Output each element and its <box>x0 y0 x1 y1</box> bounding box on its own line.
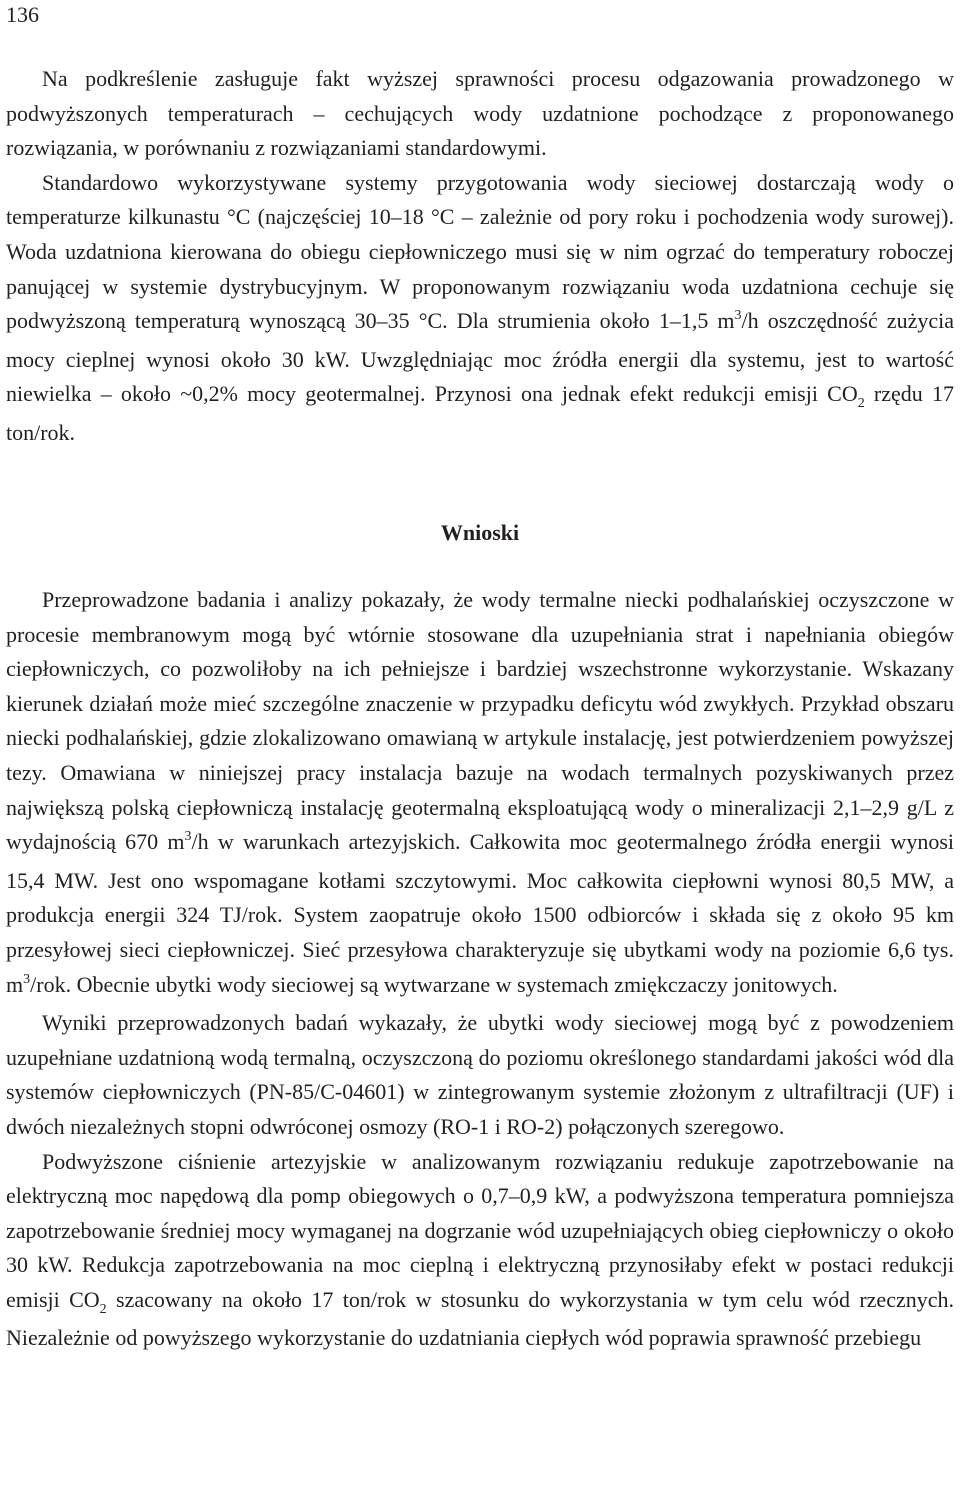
intro-p2-text-b: /h oszczędność zużycia mocy cieplnej wynosi około 30 kW. Uwzględniając moc źródła energii dla systemu, jest to wartość niewielka – około ~0,2% mocy geotermalnej. Przynosi ona jednak efekt redukcji emisji CO <box>6 308 954 407</box>
intro-p1-text: Na podkreślenie zasługuje fakt wyższej sprawności procesu odgazowania prowadzonego w podwyższonych temperaturach – cechujących wody uzdatnione pochodzące z proponowanego rozwiązania, w porównaniu z rozwiązaniami standardowymi. <box>6 66 954 161</box>
conclusions-p3-text-b: szacowany na około 17 ton/rok w stosunku do wykorzystania w tym celu wód rzecznych. Niezależnie od powyższego wykorzystanie do uzdatniania ciepłych wód poprawia sprawność przebiegu <box>6 1286 954 1351</box>
conclusions-paragraph-2 <box>6 1006 954 1144</box>
conclusions-paragraph-3 <box>6 1145 954 1357</box>
intro-p2-text-a: Standardowo wykorzystywane systemy przygotowania wody sieciowej dostarczają wody o temperaturze kilkunastu °C (najczęściej 10–18 °C – zależnie od pory roku i pochodzenia wody surowej). Woda uzdatniona kierowana do obiegu ciepłowniczego musi się w nim ogrzać do temperatury roboczej panującej w systemie dystrybucyjnym. W proponowanym rozwiązaniu woda uzdatniona cechuje się podwyższoną temperaturą wynoszącą 30–35 °C. Dla strumienia około 1–1,5 m <box>6 169 954 334</box>
intro-p2-superscript: 3 <box>734 308 742 324</box>
page-number: 136 <box>6 2 39 27</box>
section-heading-conclusions: Wnioski <box>440 520 520 545</box>
conclusions-section <box>6 583 954 1356</box>
conclusions-p1-superscript-2: 3 <box>23 971 31 987</box>
intro-paragraph-2 <box>6 166 954 451</box>
conclusions-p3-text-a: Podwyższone ciśnienie artezyjskie w analizowanym rozwiązaniu redukuje zapotrzebowanie na elektryczną moc napędową dla pomp obiegowych o 0,7–0,9 kW, a podwyższona temperatura pomniejsza zapotrzebowanie średniej mocy wymaganej na dogrzanie wód uzupełniających obieg ciepłowniczy o około 30 kW. Redukcja zapotrzebowania na moc cieplną i elektryczną przynosiłaby efekt w postaci redukcji emisji CO <box>6 1148 954 1312</box>
conclusions-p1-text-a: Przeprowadzone badania i analizy pokazały, że wody termalne niecki podhalańskiej oczyszczone w procesie membranowym mogą być wtórnie stosowane dla uzupełniania strat i napełniania obiegów ciepłowniczych, co pozwoliłoby na ich pełniejsze i bardziej wszechstronne wykorzystanie. Wskazany kierunek działań może mieć szczególne znaczenie w przypadku deficytu wód zwykłych. Przykład obszaru niecki podhalańskiej, gdzie zlokalizowano omawianą w artykule instalację, jest potwierdzeniem powyższej tezy. Omawiana w niniejszej pracy instalacja bazuje na wodach termalnych pozyskiwanych przez największą polską ciepłowniczą instalację geotermalną eksploatującą wody o mineralizacji 2,1–2,9 g/L z wydajnością 670 m <box>6 587 954 855</box>
conclusions-paragraph-1 <box>6 583 954 1006</box>
intro-p2-text-c: rzędu 17 ton/rok. <box>6 381 954 445</box>
conclusions-p1-superscript-1: 3 <box>184 829 192 845</box>
intro-section <box>6 62 954 451</box>
conclusions-p3-subscript: 2 <box>99 1301 107 1317</box>
conclusions-p1-text-c: /rok. Obecnie ubytki wody sieciowej są wytwarzane w systemach zmiękczaczy jonitowych. <box>30 971 838 997</box>
conclusions-p1-text-b: /h w warunkach artezyjskich. Całkowita moc geotermalnego źródła energii wynosi 15,4 MW. Jest ono wspomagane kotłami szczytowymi. Moc całkowita ciepłowni wynosi 80,5 MW, a produkcja energii 324 TJ/rok. System zaopatruje około 1500 odbiorców i składa się z około 95 km przesyłowej sieci ciepłowniczej. Sieć przesyłowa charakteryzuje się ubytkami wody na poziomie 6,6 tys. m <box>6 829 954 997</box>
intro-paragraph-1 <box>6 62 954 166</box>
intro-p2-subscript: 2 <box>857 396 865 412</box>
conclusions-p2-text: Wyniki przeprowadzonych badań wykazały, że ubytki wody sieciowej mogą być z powodzeniem uzupełniane uzdatnioną wodą termalną, oczyszczoną do poziomu określonego standardami jakości wód dla systemów ciepłowniczych (PN-85/C-04601) w zintegrowanym systemie złożonym z ultrafiltracji (UF) i dwóch niezależnych stopni odwróconej osmozy (RO-1 i RO-2) połączonych szeregowo. <box>6 1010 954 1139</box>
